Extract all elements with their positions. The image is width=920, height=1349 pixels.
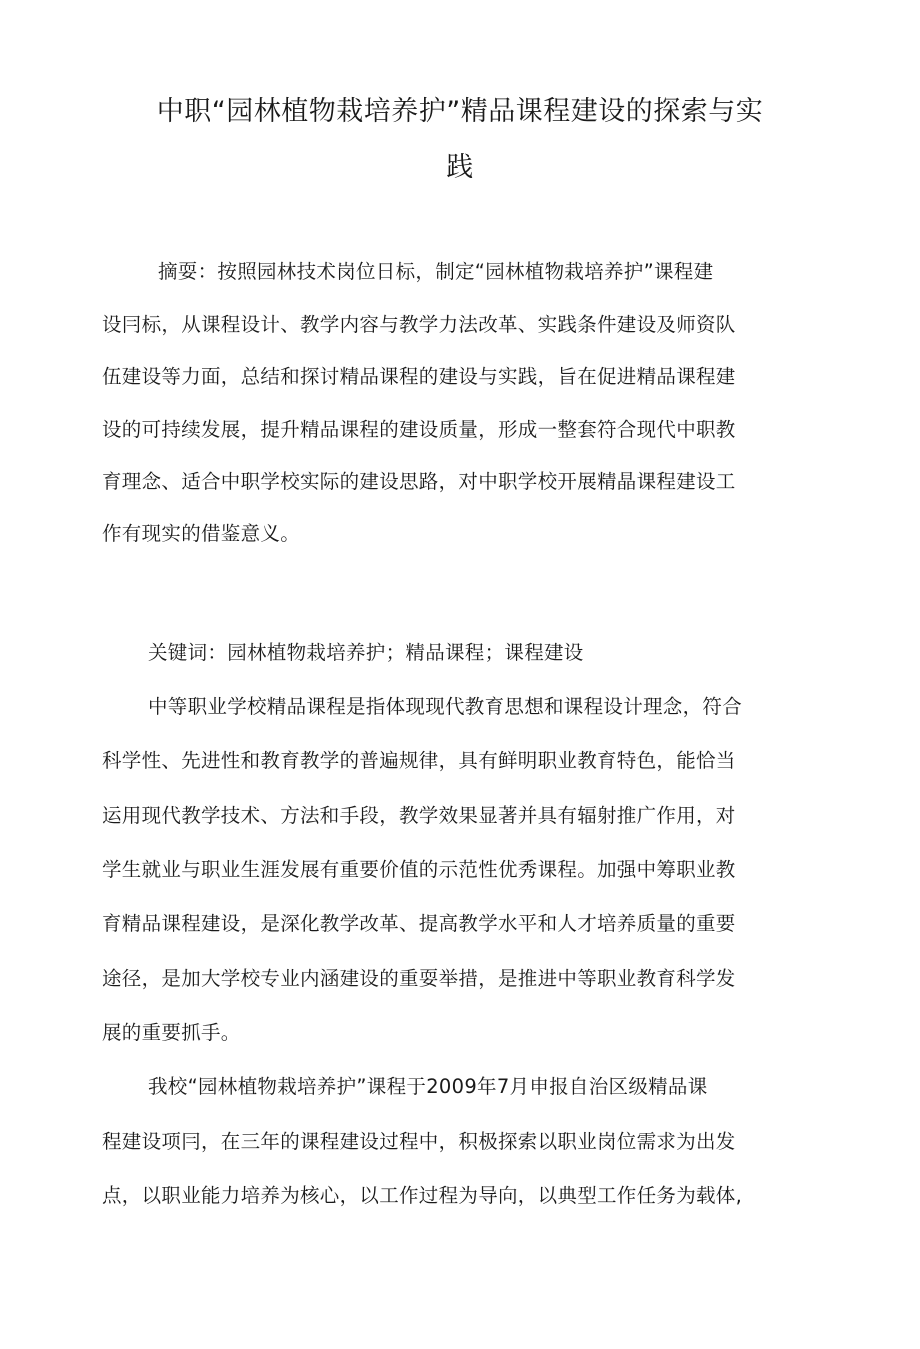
abstract-line: 设冃标，从课程设计、教学内容与教学力法改革、实践条件建设及师资队 bbox=[102, 313, 736, 336]
paragraph-line: 点，以职业能力培养为核心，以工作过程为导向，以典型工作任务为载体, bbox=[102, 1184, 743, 1207]
paragraph-line: 科学性、先进性和教育教学的普遍规律，具有鲜明职业教育特色，能恰当 bbox=[102, 749, 736, 772]
abstract-line: 摘耍：按照园林技术岗位日标，制定“园林植物栽培养护”课程建 bbox=[158, 260, 714, 283]
paragraph-line: 程建设项冃，在三年的课程建设过程中，积极探索以职业岗位需求为出发 bbox=[102, 1130, 736, 1153]
abstract-line: 育理念、适合中职学校实际的建设思路，对中职学校开展精晶课程建设工 bbox=[102, 470, 736, 493]
paragraph-line: 展的重要抓手。 bbox=[102, 1021, 241, 1044]
abstract-line: 伍建设等力面，总结和探讨精品课程的建设与实践，旨在促进精品课程建 bbox=[102, 365, 736, 388]
document-title bbox=[0, 84, 920, 196]
paragraph-line: 我校“园林植物栽培养护”课程于2009年7月申报自治区级精品课 bbox=[148, 1075, 708, 1098]
paragraph-line: 育精品课程建设，是深化教学改革、提高教学水平和人才培养质量的重要 bbox=[102, 912, 736, 935]
abstract-line: 作有现实的借鉴意义。 bbox=[102, 522, 301, 545]
title-line-2: 践 bbox=[446, 152, 474, 183]
keywords: 关键词：园林植物栽培养护；精品课程；课程建设 bbox=[148, 641, 584, 664]
paragraph-line: 运用现代教学技术、方法和手段，教学效果显著并具有辐射推广作用，对 bbox=[102, 804, 736, 827]
abstract-line: 设的可持续发展，提升精品课程的建设质量，形成一整套符合现代中职教 bbox=[102, 418, 736, 441]
paragraph-line: 途径，是加大学校专业内涵建设的重耍举措，是推进中等职业教育科学发 bbox=[102, 967, 736, 990]
paragraph-line: 学生就业与职业生涯发展有重要价值的示范性优秀课程。加强中筹职业教 bbox=[102, 858, 736, 881]
paragraph-line: 中等职业学校精品课程是指体现现代教育思想和课程设计理念，符合 bbox=[148, 695, 743, 718]
title-line-1: 中职“园林植物栽培养护”精品课程建设的探索与实 bbox=[156, 96, 764, 127]
